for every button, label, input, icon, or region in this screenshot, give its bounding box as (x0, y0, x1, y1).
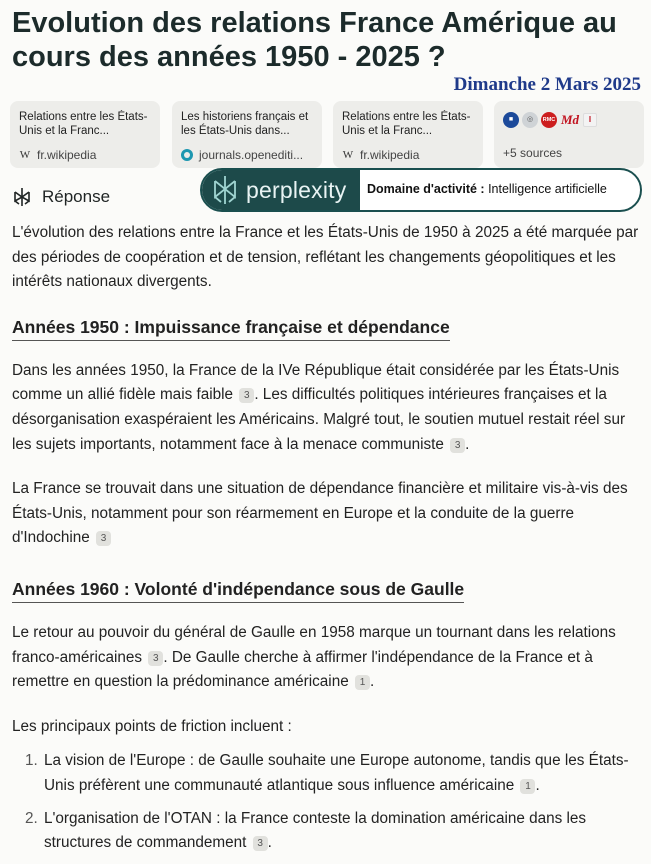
answer-header (12, 187, 110, 207)
rmc-icon: RMC (541, 112, 557, 128)
perplexity-banner (200, 168, 642, 212)
source-title: Relations entre les États-Unis et la Franc... (342, 111, 471, 137)
text: . (465, 435, 470, 453)
md-icon: Md (560, 112, 580, 127)
sources-row (10, 101, 644, 170)
citation-badge[interactable]: 3 (96, 531, 111, 546)
page-title: Evolution des relations France Amérique au cours des années 1950 - 2025 ? (12, 7, 617, 73)
citation-badge[interactable]: 1 (355, 675, 370, 690)
source-card-3[interactable] (333, 101, 483, 168)
i-icon: I (583, 113, 597, 127)
section-heading-1950: Années 1950 : Impuissance française et dépendance (12, 315, 450, 341)
section-heading-1960: Années 1960 : Volonté d'indépendance sous de Gaulle (12, 577, 464, 603)
source-card-1[interactable] (10, 101, 160, 168)
text: Le retour au pouvoir du général de Gaulle en 1958 marque un tournant dans les relations franco-américaines (12, 623, 616, 666)
paragraph (12, 477, 642, 551)
perplexity-icon (12, 187, 32, 207)
source-title: Relations entre les États-Unis et la Franc... (19, 111, 148, 137)
globe-icon: ◎ (522, 112, 538, 128)
text: . De Gaulle cherche à affirmer l'indépendance de la France et à remettre en question la prédominance américaine (12, 648, 593, 691)
perplexity-wordmark: perplexity (246, 176, 347, 203)
openedition-icon (181, 149, 193, 161)
intro-paragraph: L'évolution des relations entre la France et les États-Unis de 1950 à 2025 a été marquée par des périodes de coopération et de tension, reflétant les changements géopolitiques et les intérêts nationaux divergents. (12, 224, 639, 291)
friction-list (12, 749, 642, 855)
list-item: 1. La vision de l'Europe : de Gaulle souhaite une Europe autonome, tandis que les États-Unis préfèrent une communauté atlantique sous influence américaine 1 . (42, 749, 642, 798)
text: . (369, 673, 375, 691)
domain-label: Domaine d'activité : (367, 182, 485, 196)
citation-badge[interactable]: 3 (253, 836, 268, 851)
wikipedia-icon: W (19, 149, 31, 161)
paragraph (12, 359, 642, 457)
more-sources-label: +5 sources (503, 146, 563, 160)
citation-badge[interactable]: 3 (148, 651, 163, 666)
perplexity-logo-icon (212, 175, 238, 205)
citation-badge[interactable]: 1 (520, 779, 535, 794)
answer-label: Réponse (42, 187, 111, 206)
citation-badge[interactable]: 3 (450, 438, 465, 453)
list-item: 2. L'organisation de l'OTAN : la France conteste la domination américaine dans les structures de commandement 3 . (42, 807, 642, 856)
source-title: Les historiens français et les États-Unis dans... (181, 111, 309, 137)
source-site: fr.wikipedia (360, 148, 420, 162)
answer-body (12, 221, 642, 864)
date-label: Dimanche 2 Mars 2025 (453, 74, 641, 95)
text: L'organisation de l'OTAN : la France conteste la domination américaine dans les structures de commandement (44, 809, 587, 852)
more-sources-card[interactable] (494, 101, 644, 168)
domain-text (367, 182, 607, 196)
text: Dans les années 1950, la France de la IVe République était considérée par les États-Unis comme un allié fidèle mais faible (12, 361, 620, 404)
text: . Les difficultés politiques intérieures françaises et la désorganisation exaspéraient les Américains. Malgré tout, le soutien mutuel restait réel sur les sujets importants, notamment face à la menace communiste (12, 386, 626, 453)
source-site: fr.wikipedia (37, 148, 97, 162)
text: La vision de l'Europe : de Gaulle souhaite une Europe autonome, tandis que les États-Unis préfèrent une communauté atlantique sous influence américaine (44, 752, 629, 794)
citation-badge[interactable]: 3 (239, 388, 254, 403)
text: La France se trouvait dans une situation de dépendance financière et militaire vis-à-vis des États-Unis, notamment pour son réarmement en Europe et la conduite de la guerre d'Indochine (12, 480, 628, 547)
building-icon: ■ (503, 112, 519, 128)
wikipedia-icon: W (342, 149, 354, 161)
source-card-2[interactable] (172, 101, 322, 168)
perplexity-logo (202, 170, 360, 210)
paragraph (12, 621, 642, 695)
domain-value: Intelligence artificielle (488, 182, 607, 196)
paragraph: Les principaux points de friction incluent : (12, 717, 292, 735)
source-site: journals.openediti... (199, 148, 304, 162)
